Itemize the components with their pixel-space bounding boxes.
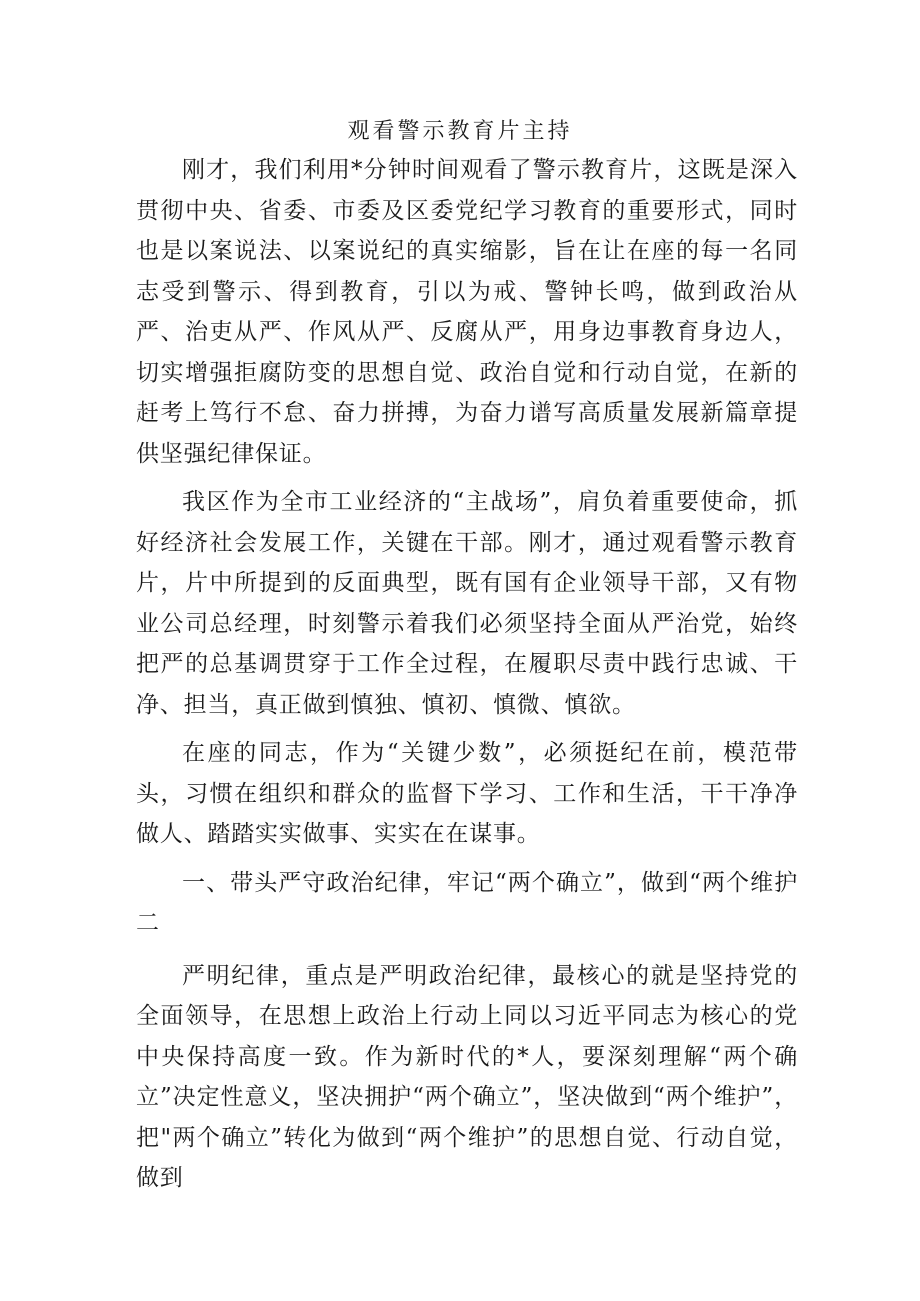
paragraph-attendees: 在座的同志，作为“关键少数”，必须挺纪在前，模范带头，习惯在组织和群众的监督下学习、工作和生活，干干净净做人、踏踏实实做事、实实在在谋事。 xyxy=(136,740,798,847)
paragraph-discipline: 严明纪律，重点是严明政治纪律，最核心的就是坚持党的全面领导，在思想上政治上行动上同以习近平同志为核心的党中央保持高度一致。作为新时代的*人，要深刻理解“两个确立”决定性意义，坚决拥护“两个确立”，坚决做到“两个维护”，把"两个确立”转化为做到“两个维护”的思想自觉、行动自觉，做到 xyxy=(136,962,798,1191)
paragraph-intro: 刚才，我们利用*分钟时间观看了警示教育片，这既是深入贯彻中央、省委、市委及区委党纪学习教育的重要形式，同时也是以案说法、以案说纪的真实缩影，旨在让在座的每一名同志受到警示、得到教育，引以为戒、警钟长鸣，做到政治从严、治吏从严、作风从严、反腐从严，用身边事教育身边人，切实增强拒腐防变的思想自觉、政治自觉和行动自觉，在新的赶考上笃行不怠、奋力拼搏，为奋力谱写高质量发展新篇章提供坚强纪律保证。 xyxy=(136,157,798,467)
document-title: 观看警示教育片主持 xyxy=(347,119,573,144)
document-body xyxy=(136,150,798,1199)
section-heading-1: 一、带头严守政治纪律，牢记“两个确立”，做到“两个维护二 xyxy=(136,869,798,936)
paragraph-district: 我区作为全市工业经济的“主战场”，肩负着重要使命，抓好经济社会发展工作，关键在干部。刚才，通过观看警示教育片，片中所提到的反面典型，既有国有企业领导干部，又有物业公司总经理，时刻警示着我们必须坚持全面从严治党，始终把严的总基调贯穿于工作全过程，在履职尽责中践行忠诚、干净、担当，真正做到慎独、慎初、慎微、慎欲。 xyxy=(136,489,798,718)
